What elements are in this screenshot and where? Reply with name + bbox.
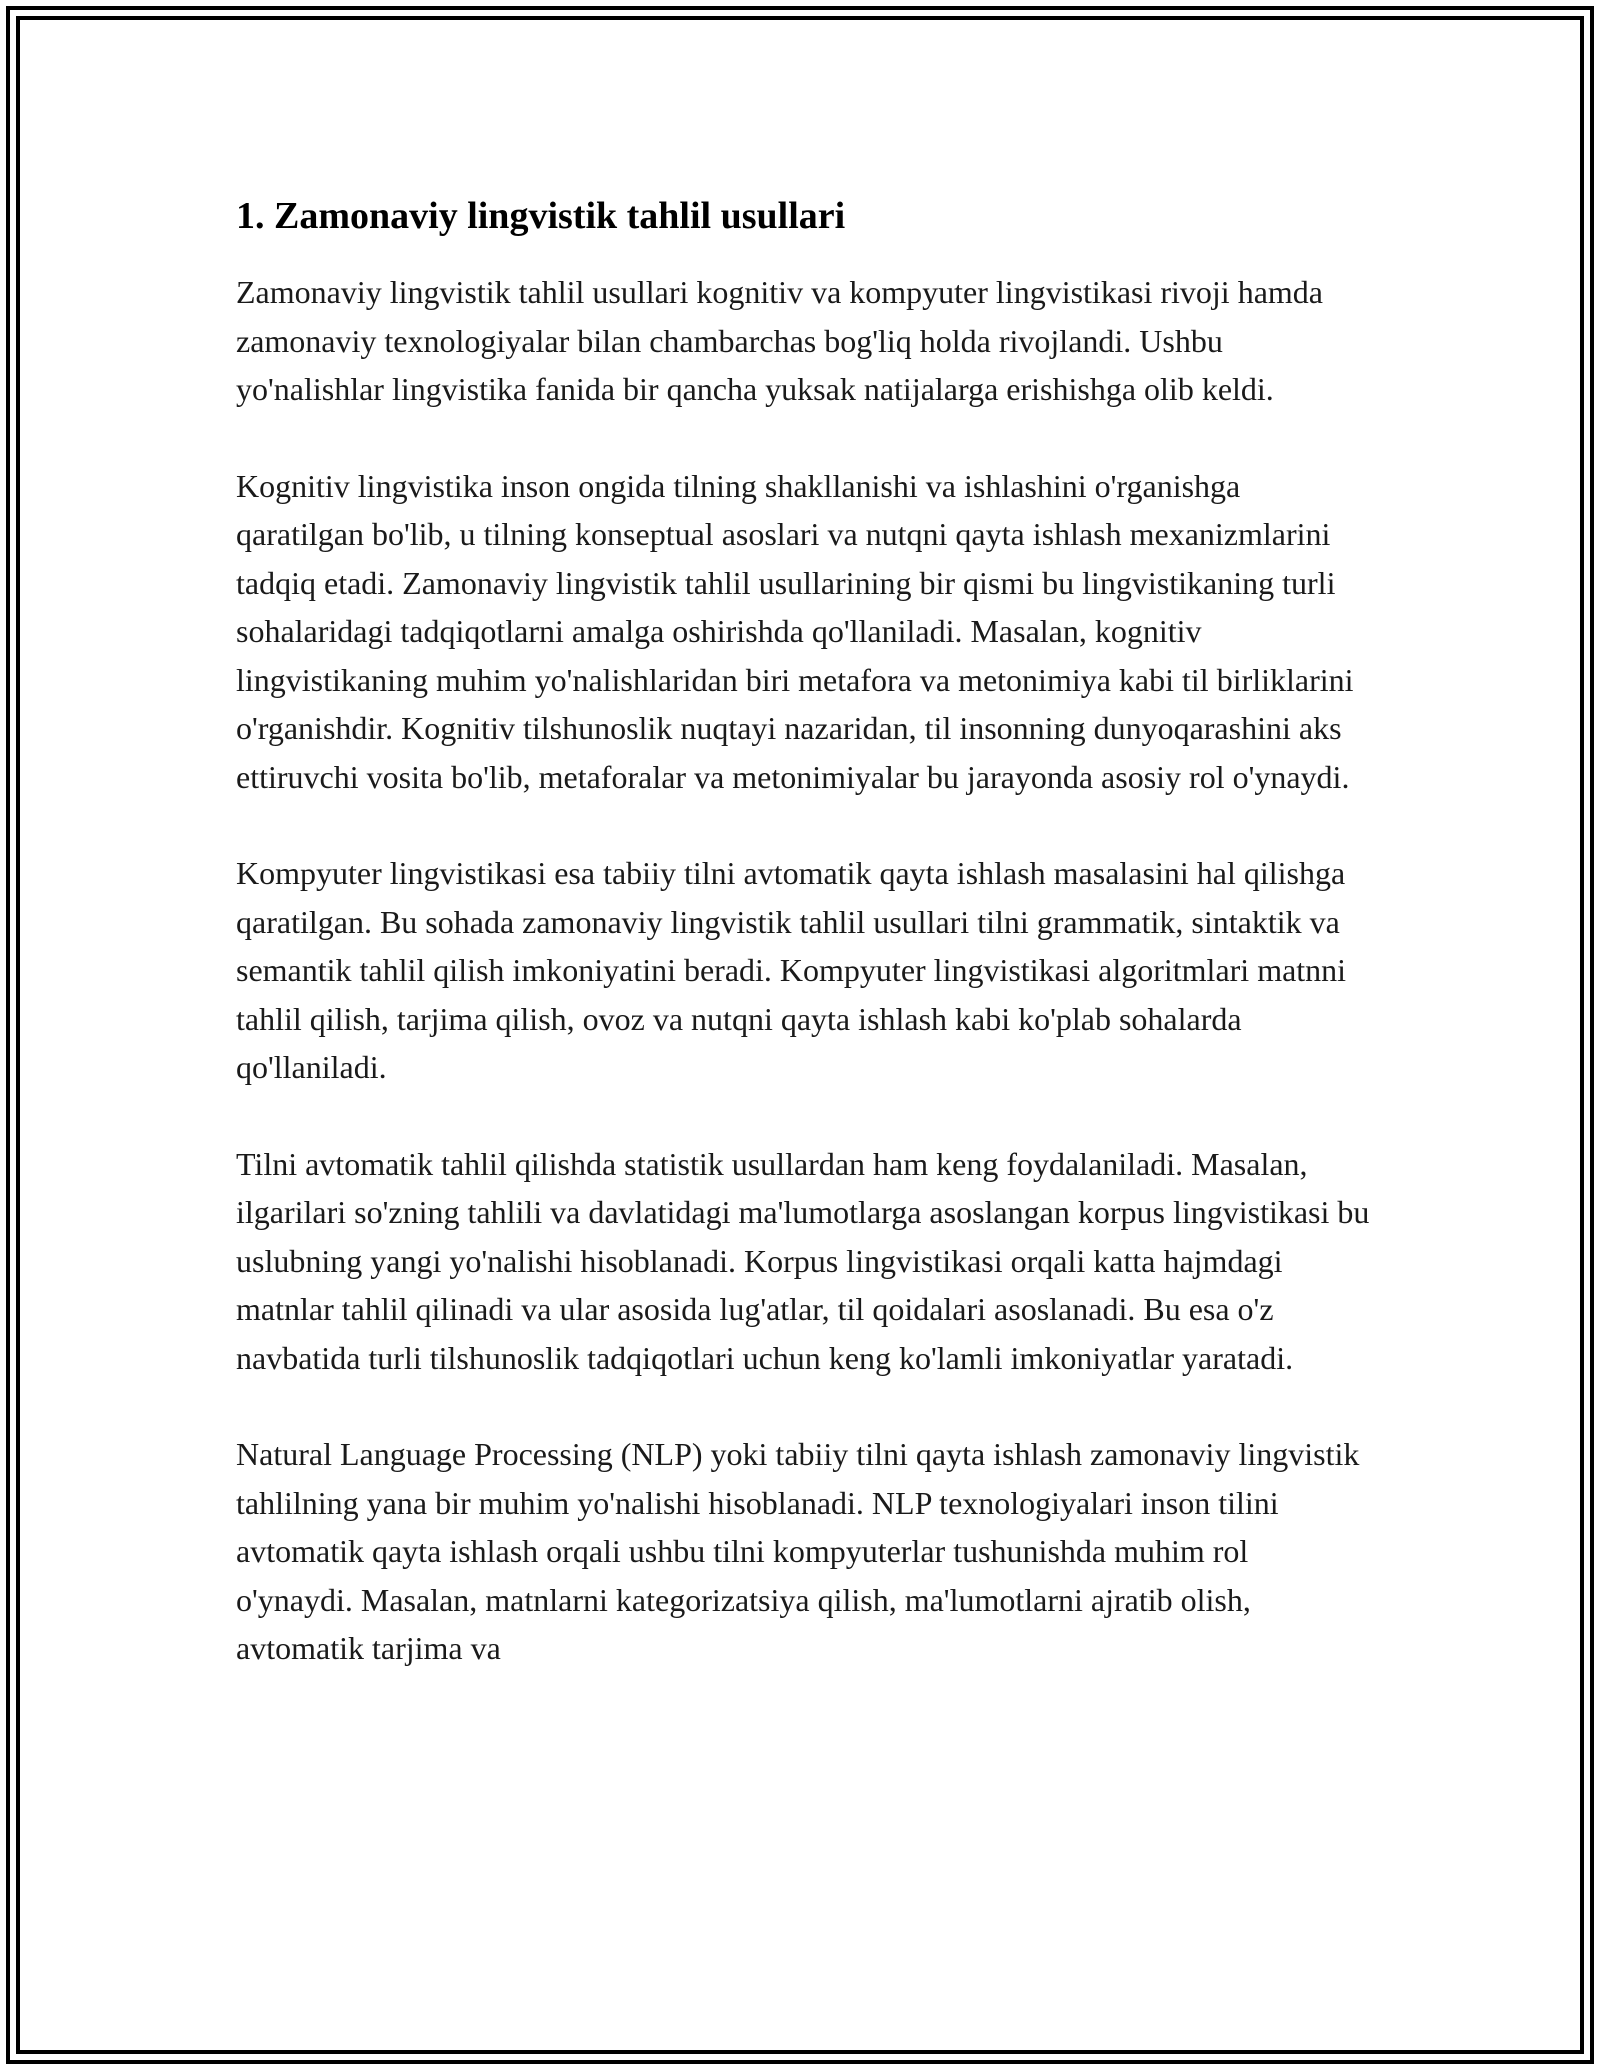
paragraph-nlp: Natural Language Processing (NLP) yoki tabiiy tilni qayta ishlash zamonaviy lingvistik tahlilning yana bir muhim yo'nalishi hisoblanadi. NLP texnologiyalari inson tilini avtomatik qayta ishlash orqali ushbu tilni kompyuterlar tushunishda muhim rol o'ynaydi. Masalan, matnlarni kategorizatsiya qilish, ma'lumotlarni ajratib olish, avtomatik tarjima va (236, 1436, 1360, 1666)
paragraph-intro: Zamonaviy lingvistik tahlil usullari kognitiv va kompyuter lingvistikasi rivoji hamda zamonaviy texnologiyalar bilan chambarchas bog'liq holda rivojlandi. Ushbu yo'nalishlar lingvistika fanida bir qancha yuksak natijalarga erishishga olib keldi. (236, 274, 1323, 407)
paragraph-computational-linguistics: Kompyuter lingvistikasi esa tabiiy tilni avtomatik qayta ishlash masalasini hal qilishga qaratilgan. Bu sohada zamonaviy lingvistik tahlil usullari tilni grammatik, sintaktik va semantik tahlil qilish imkoniyatini beradi. Kompyuter lingvistikasi algoritmlari matnni tahlil qilish, tarjima qilish, ovoz va nutqni qayta ishlash kabi ko'plab sohalarda qo'llaniladi. (236, 855, 1347, 1085)
document-body (236, 188, 1372, 1721)
paragraph-cognitive-linguistics: Kognitiv lingvistika inson ongida tilning shakllanishi va ishlashini o'rganishga qaratilgan bo'lib, u tilning konseptual asoslari va nutqni qayta ishlash mexanizmlarini tadqiq etadi. Zamonaviy lingvistik tahlil usullarining bir qismi bu lingvistikaning turli sohalaridagi tadqiqotlarni amalga oshirishda qo'llaniladi. Masalan, kognitiv lingvistikaning muhim yo'nalishlaridan biri metafora va metonimiya kabi til birliklarini o'rganishdir. Kognitiv tilshunoslik nuqtayi nazaridan, til insonning dunyoqarashini aks ettiruvchi vosita bo'lib, metaforalar va metonimiyalar bu jarayonda asosiy rol o'ynaydi. (236, 467, 1354, 795)
section-heading: 1. Zamonaviy lingvistik tahlil usullari (236, 195, 846, 237)
paragraph-statistical-methods: Tilni avtomatik tahlil qilishda statistik usullardan ham keng foydalaniladi. Masalan, ilgarilari so'zning tahlili va davlatidagi ma'lumotlarga asoslangan korpus lingvistikasi bu uslubning yangi yo'nalishi hisoblanadi. Korpus lingvistikasi orqali katta hajmdagi matnlar tahlil qilinadi va ular asosida lug'atlar, til qoidalari asoslanadi. Bu esa o'z navbatida turli tilshunoslik tadqiqotlari uchun keng ko'lamli imkoniyatlar yaratadi. (236, 1145, 1370, 1376)
